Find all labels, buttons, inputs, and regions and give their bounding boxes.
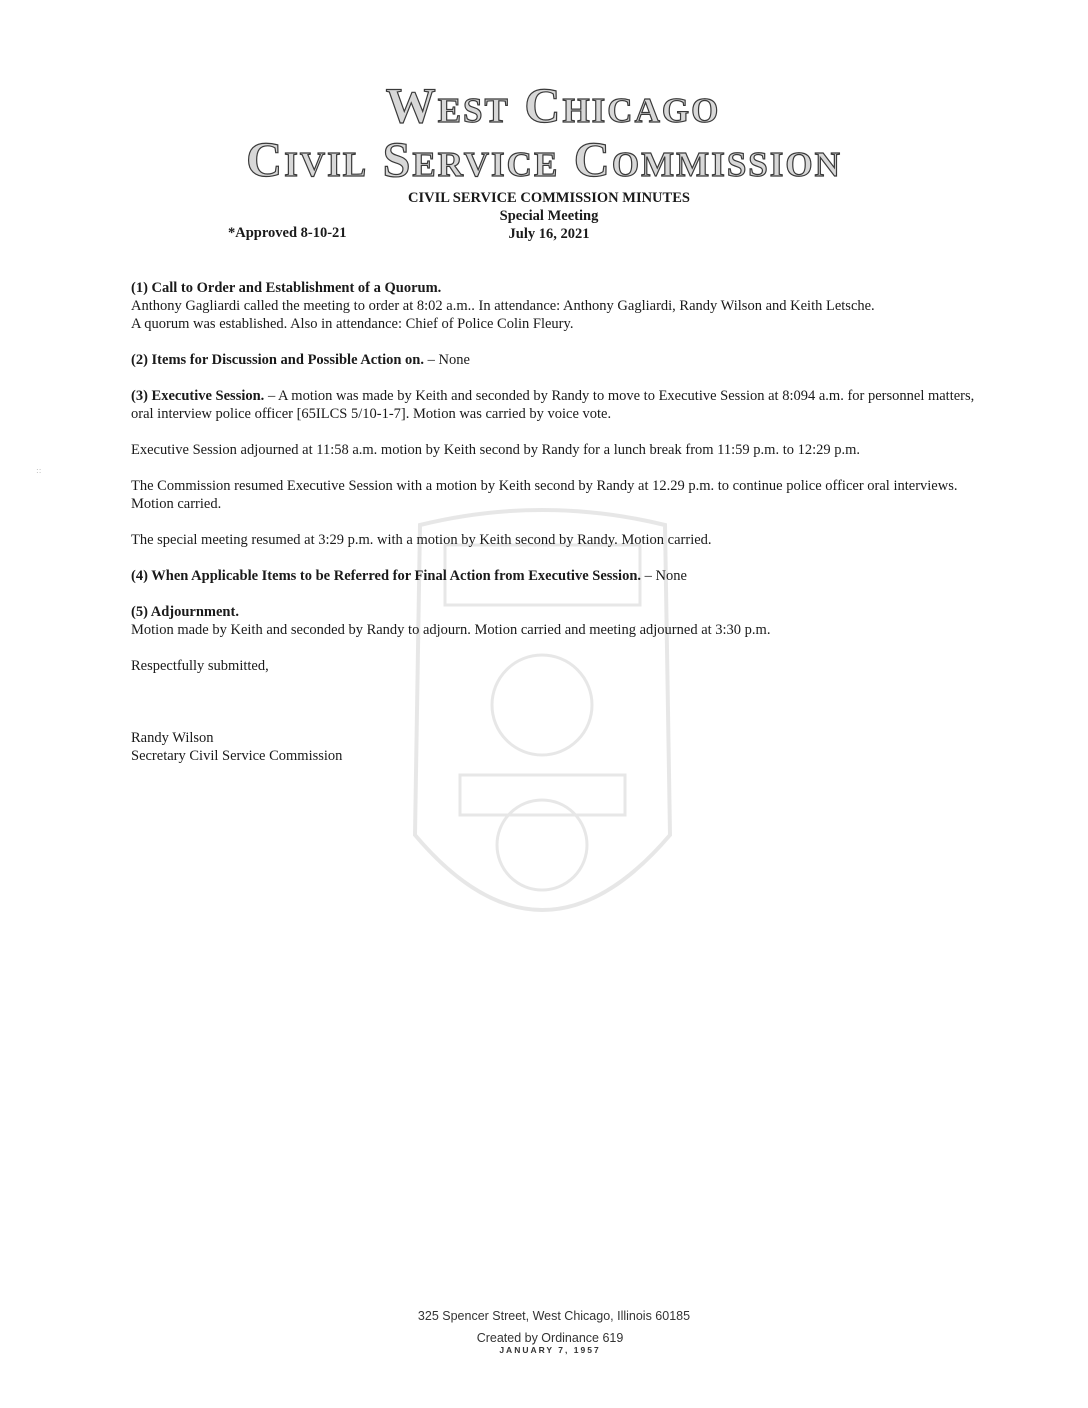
footer-ordinance-date: JANUARY 7, 1957 [499,1345,601,1355]
section-executive-session [131,387,976,423]
footer-ordinance: Created by Ordinance 619 [476,1331,624,1345]
signature-block [131,729,976,765]
letterhead [0,78,1088,186]
minutes-header [0,189,1088,243]
section-2-heading: (2) Items for Discussion and Possible Action on. [131,352,424,368]
section-5-text: Motion made by Keith and seconded by Randy to adjourn. Motion carried and meeting adjourned at 3:30 p.m. [131,622,771,638]
section-4-text: – None [641,568,687,584]
paragraph-exec-adjourned: Executive Session adjourned at 11:58 a.m. motion by Keith second by Randy for a lunch break from 11:59 p.m. to 12:29 p.m. [131,442,861,458]
footer [0,1309,1088,1355]
approved-note: *Approved 8-10-21 [228,225,347,241]
section-3-heading: (3) Executive Session. [131,388,265,404]
section-5-heading: (5) Adjournment. [131,604,239,620]
closing-line: Respectfully submitted, [131,658,269,674]
section-4-heading: (4) When Applicable Items to be Referred for Final Action from Executive Session. [131,568,642,584]
meeting-type: Special Meeting [499,208,599,224]
section-1-line-1: Anthony Gagliardi called the meeting to order at 8:02 a.m.. In attendance: Anthony Gagliardi, Randy Wilson and Keith Letsche. [131,298,875,314]
section-final-action [131,567,976,585]
scan-margin-marks: :: [36,466,42,475]
footer-address: 325 Spencer Street, West Chicago, Illinois 60185 [417,1309,691,1323]
section-call-to-order [131,279,976,333]
minutes-body [131,279,976,765]
section-items-discussion [131,351,976,369]
section-1-heading: (1) Call to Order and Establishment of a Quorum. [131,280,442,296]
section-2-text: – None [423,352,470,368]
section-1-line-2: A quorum was established. Also in attendance: Chief of Police Colin Fleury. [131,316,574,332]
minutes-title: CIVIL SERVICE COMMISSION MINUTES [408,190,690,206]
paragraph-exec-resumed: The Commission resumed Executive Session with a motion by Keith second by Randy at 12.29 p.m. to continue police officer oral interviews. Motion carried. [131,478,958,512]
paragraph-special-resumed: The special meeting resumed at 3:29 p.m. with a motion by Keith second by Randy. Motion carried. [131,532,712,548]
signature-title: Secretary Civil Service Commission [131,748,343,764]
letterhead-line-1: West Chicago [385,77,721,133]
signature-name: Randy Wilson [131,730,214,746]
section-3-text: – A motion was made by Keith and seconded by Randy to move to Executive Session at 8:094 a.m. for personnel matters, oral interview police officer [65ILCS 5/10-1-7]. Motion was carried by voice vote. [131,388,975,422]
meeting-date: July 16, 2021 [508,226,590,242]
letterhead-line-2: Civil Service Commission [246,131,842,187]
section-adjournment [131,603,976,639]
